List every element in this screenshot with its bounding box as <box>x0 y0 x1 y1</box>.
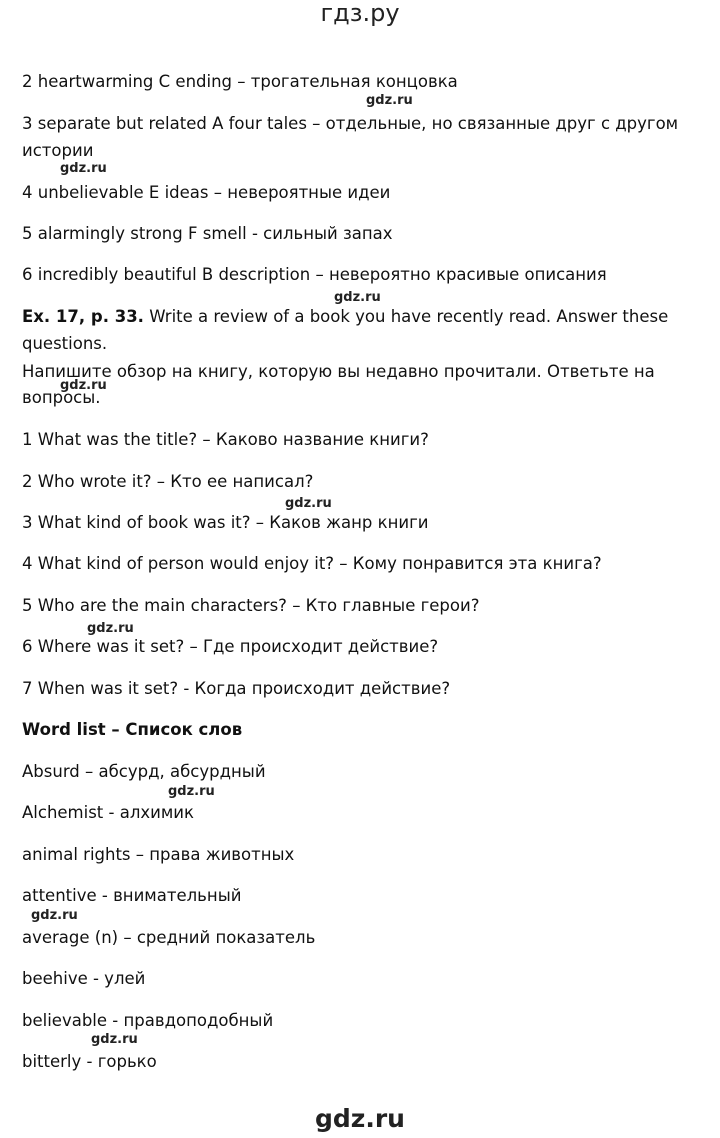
match-line: 5 alarmingly strong F smell - сильный запах <box>22 224 393 243</box>
match-line: 4 unbelievable E ideas – невероятные идеи <box>22 183 391 202</box>
watermark: gdz.ru <box>87 621 134 636</box>
question-line: 3 What kind of book was it? – Каков жанр книги <box>22 513 429 532</box>
word-list-item: bitterly - горько <box>22 1052 157 1071</box>
watermark: gdz.ru <box>366 93 413 108</box>
question-line: 6 Where was it set? – Где происходит действие? <box>22 637 439 656</box>
watermark: gdz.ru <box>60 378 107 393</box>
watermark: gdz.ru <box>31 908 78 923</box>
watermark: gdz.ru <box>91 1032 138 1047</box>
match-line: 2 heartwarming C ending – трогательная концовка <box>22 72 458 91</box>
site-header: гдз.ру <box>320 0 400 27</box>
exercise-task-line <box>22 305 668 329</box>
watermark: gdz.ru <box>334 290 381 305</box>
question-line: 7 When was it set? - Когда происходит действие? <box>22 679 451 698</box>
question-line: 4 What kind of person would enjoy it? – Кому понравится эта книга? <box>22 554 602 573</box>
watermark: gdz.ru <box>60 161 107 176</box>
exercise-task-en-cont: questions. <box>22 334 108 353</box>
site-footer: gdz.ru <box>315 1104 405 1133</box>
exercise-task-ru-cont: вопросы. <box>22 388 101 407</box>
word-list-item: attentive - внимательный <box>22 886 242 905</box>
question-line: 2 Who wrote it? – Кто ее написал? <box>22 472 314 491</box>
question-line: 5 Who are the main characters? – Кто главные герои? <box>22 596 480 615</box>
word-list-title: Word list – Список слов <box>22 720 243 739</box>
word-list-item: believable - правдоподобный <box>22 1011 274 1030</box>
watermark: gdz.ru <box>168 784 215 799</box>
question-line: 1 What was the title? – Каково название книги? <box>22 430 429 449</box>
exercise-ref: Ex. 17, p. 33. <box>22 307 144 326</box>
watermark: gdz.ru <box>285 496 332 511</box>
word-list-item: average (n) – средний показатель <box>22 928 316 947</box>
word-list-item: beehive - улей <box>22 969 146 988</box>
match-line: 6 incredibly beautiful B description – невероятно красивые описания <box>22 265 607 284</box>
match-line: истории <box>22 141 94 160</box>
match-line: 3 separate but related A four tales – отдельные, но связанные друг с другом <box>22 114 679 133</box>
word-list-item: Alchemist - алхимик <box>22 803 195 822</box>
word-list-item: Absurd – абсурд, абсурдный <box>22 762 266 781</box>
exercise-task-en: Write a review of a book you have recently read. Answer these <box>143 307 669 326</box>
exercise-task-ru: Напишите обзор на книгу, которую вы недавно прочитали. Ответьте на <box>22 362 655 381</box>
word-list-item: animal rights – права животных <box>22 845 295 864</box>
